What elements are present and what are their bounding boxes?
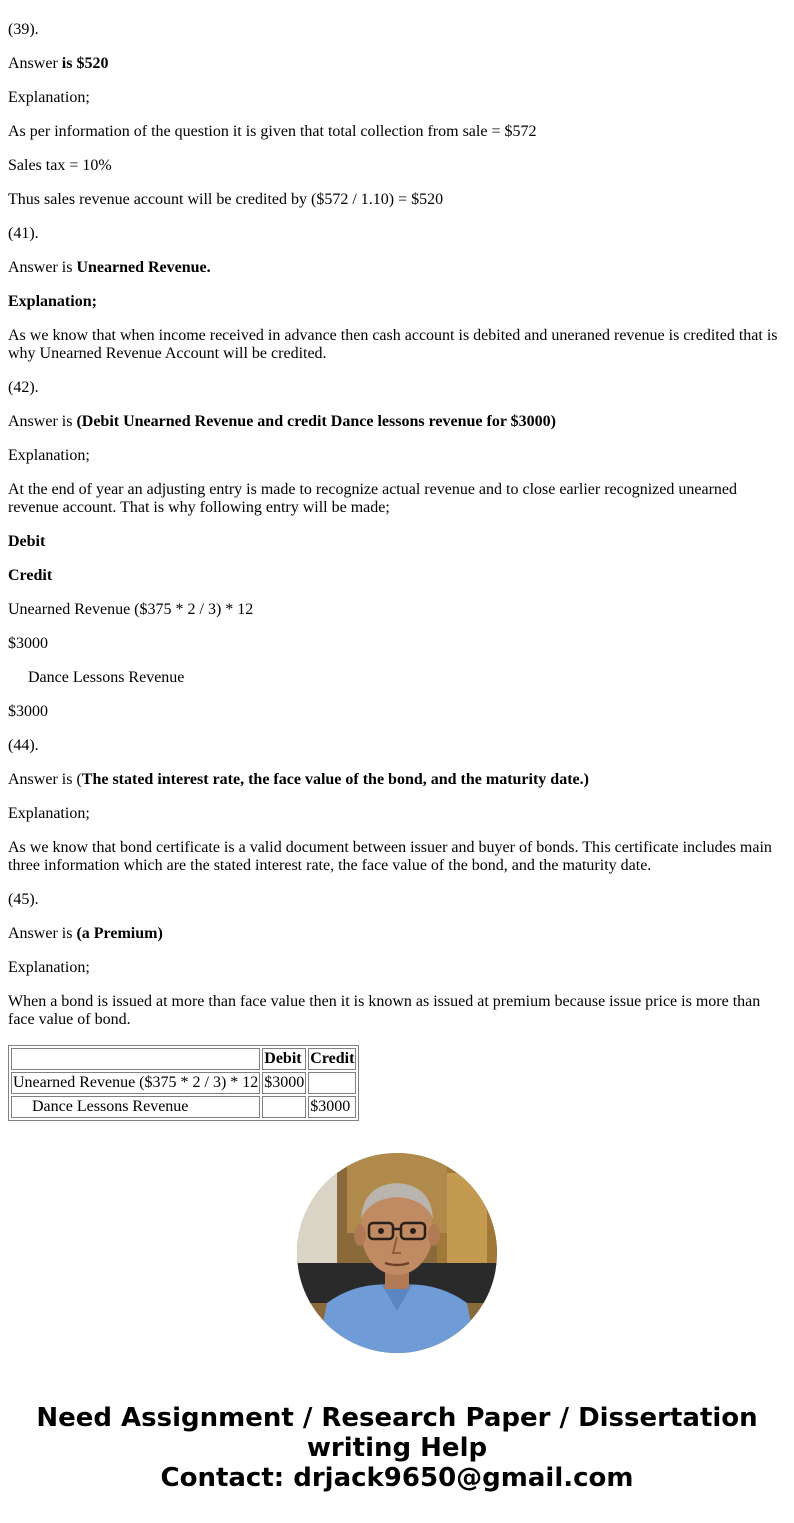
- q39-explanation-label: Explanation;: [8, 89, 90, 106]
- table-row: [11, 1072, 356, 1094]
- q45-explanation-label: Explanation;: [8, 959, 90, 976]
- q44-answer: [8, 771, 786, 789]
- answer-prefix: Answer is: [8, 259, 77, 276]
- account-cell: Unearned Revenue ($375 * 2 / 3) * 12: [11, 1072, 260, 1094]
- debit-cell: $3000: [262, 1072, 306, 1094]
- answer-prefix: Answer is: [8, 413, 77, 430]
- q45-explanation-text: When a bond is issued at more than face value then it is known as issued at premium because issue price is more than face value of bond.: [8, 993, 761, 1028]
- q41-explanation-label: Explanation;: [8, 293, 97, 310]
- q42-row2-account: Dance Lessons Revenue: [28, 669, 185, 686]
- q42-explanation-text: At the end of year an adjusting entry is made to recognize actual revenue and to close earlier recognized unearned revenue account. That is why following entry will be made;: [8, 481, 738, 516]
- q39-line-1: As per information of the question it is given that total collection from sale = $572: [8, 123, 537, 140]
- q42-credit-label: Credit: [8, 567, 53, 584]
- header-credit: Credit: [308, 1048, 356, 1070]
- account-cell: Dance Lessons Revenue: [11, 1096, 260, 1118]
- q39-number: (39).: [8, 21, 39, 38]
- q42-explanation-label: Explanation;: [8, 447, 90, 464]
- q39-line-2: Sales tax = 10%: [8, 157, 112, 174]
- header-blank-cell: [11, 1048, 260, 1070]
- answer-value: The stated interest rate, the face value of the bond, and the maturity date.): [81, 771, 589, 788]
- q44-number: (44).: [8, 737, 39, 754]
- q45-answer: [8, 925, 786, 943]
- q41-number: (41).: [8, 225, 39, 242]
- q42-row1-account: Unearned Revenue ($375 * 2 / 3) * 12: [8, 601, 254, 618]
- header-debit: Debit: [262, 1048, 306, 1070]
- debit-cell: [262, 1096, 306, 1118]
- q44-explanation-label: Explanation;: [8, 805, 90, 822]
- answer-value: is $520: [61, 55, 109, 72]
- answer-value: (a Premium): [76, 925, 163, 942]
- journal-entry-table: [8, 1045, 359, 1121]
- credit-cell: [308, 1072, 356, 1094]
- q45-number: (45).: [8, 891, 39, 908]
- q42-row1-amount: $3000: [8, 635, 48, 652]
- credit-cell: $3000: [308, 1096, 356, 1118]
- q41-answer: [8, 259, 786, 277]
- q39-answer: [8, 55, 786, 73]
- person-photo-icon: [297, 1153, 497, 1353]
- answer-value: Unearned Revenue.: [76, 259, 211, 276]
- table-header-row: [11, 1048, 356, 1070]
- footer-promo: [0, 1403, 794, 1493]
- footer-line-2: writing Help: [306, 1433, 488, 1463]
- q42-answer: [8, 413, 786, 431]
- answer-prefix: Answer is: [8, 925, 77, 942]
- table-row: [11, 1096, 356, 1118]
- q42-debit-label: Debit: [8, 533, 46, 550]
- author-photo: [297, 1153, 497, 1353]
- footer-contact[interactable]: Contact: drjack9650@gmail.com: [160, 1463, 634, 1493]
- q39-line-3: Thus sales revenue account will be credited by ($572 / 1.10) = $520: [8, 191, 444, 208]
- answer-prefix: Answer is (: [8, 771, 82, 788]
- q42-number: (42).: [8, 379, 39, 396]
- footer-line-1: Need Assignment / Research Paper / Dissertation: [36, 1403, 758, 1433]
- answer-prefix: Answer: [8, 55, 62, 72]
- q42-row2-amount: $3000: [8, 703, 48, 720]
- q44-explanation-text: As we know that bond certificate is a valid document between issuer and buyer of bonds. This certificate includes main three information which are the stated interest rate, the face value of the bond, and the maturity date.: [8, 839, 772, 874]
- answer-value: (Debit Unearned Revenue and credit Dance lessons revenue for $3000): [76, 413, 556, 430]
- q41-explanation-text: As we know that when income received in advance then cash account is debited and uneraned revenue is credited that is why Unearned Revenue Account will be credited.: [8, 327, 778, 362]
